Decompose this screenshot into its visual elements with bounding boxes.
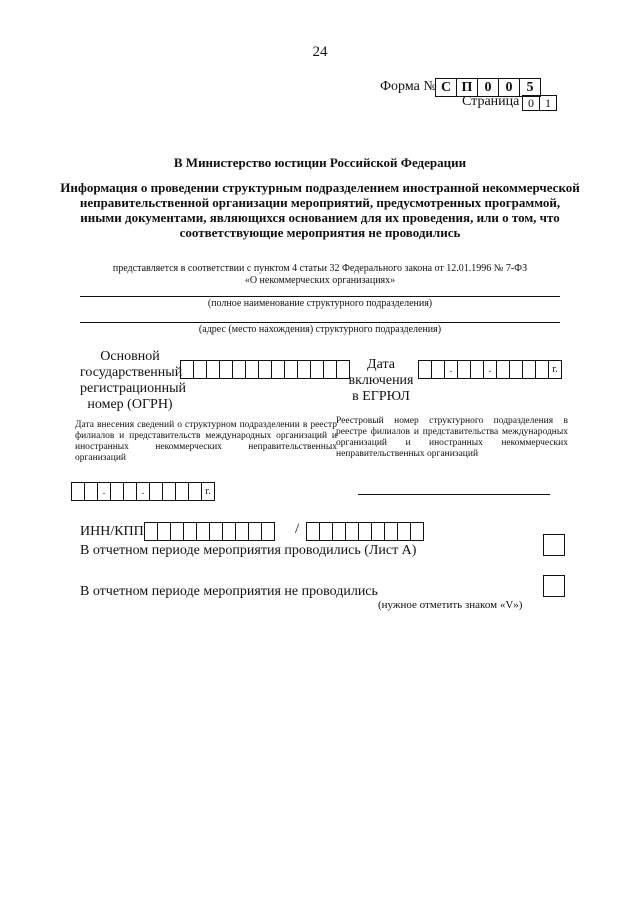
ogrn-cell[interactable] <box>232 360 246 379</box>
date-cell[interactable] <box>110 482 124 501</box>
date-cell[interactable] <box>84 482 98 501</box>
legal-basis-line-1: представляется в соответствии с пунктом 4 статьи 32 Федерального закона от 12.01.1996 № 7-ФЗ <box>112 263 528 274</box>
inn-cell[interactable] <box>157 522 171 541</box>
entry-date-note: Дата внесения сведений о структурном подразделении в реестр филиалов и представительств международных организаций и иностранных некоммерческих неправительственных организаций <box>75 420 337 463</box>
ogrn-cell[interactable] <box>310 360 324 379</box>
date-cell[interactable] <box>123 482 137 501</box>
page-cells <box>523 95 557 111</box>
date-cell[interactable] <box>162 482 176 501</box>
document-title: Информация о проведении структурным подразделением иностранной некоммерческой неправительственной организации мероприятий, предусмотренных программой, иными документами, являющихся основанием для их проведения, или о том, что соответствующие мероприятия не проводились <box>60 180 580 240</box>
date-cell[interactable] <box>71 482 85 501</box>
checkbox-hint: (нужное отметить знаком «V») <box>378 599 523 611</box>
inn-cell[interactable] <box>183 522 197 541</box>
ogrn-cell[interactable] <box>245 360 259 379</box>
ogrn-cell[interactable] <box>258 360 272 379</box>
date-year-suffix-cell: г. <box>548 360 562 379</box>
date-cell[interactable] <box>522 360 536 379</box>
date-cell[interactable] <box>496 360 510 379</box>
form-number-label: Форма № <box>380 79 437 94</box>
events-held-checkbox[interactable] <box>543 534 565 556</box>
form-code-cell: 5 <box>519 78 541 97</box>
form-code-cell: 0 <box>477 78 499 97</box>
inn-cell[interactable] <box>170 522 184 541</box>
page-number: 24 <box>312 44 328 60</box>
ogrn-cell[interactable] <box>180 360 194 379</box>
date-separator-cell: . <box>483 360 497 379</box>
ministry-heading: В Министерство юстиции Российской Федерации <box>173 155 467 170</box>
form-code-cell: С <box>435 78 457 97</box>
date-cell[interactable] <box>470 360 484 379</box>
kpp-cell[interactable] <box>319 522 333 541</box>
inn-cells[interactable] <box>145 522 275 541</box>
name-field-line[interactable] <box>80 296 560 297</box>
kpp-cell[interactable] <box>358 522 372 541</box>
events-held-label: В отчетном периоде мероприятия проводились (Лист А) <box>80 543 417 558</box>
registry-number-line[interactable] <box>358 494 550 495</box>
date-separator-cell: . <box>444 360 458 379</box>
inn-cell[interactable] <box>235 522 249 541</box>
inn-cell[interactable] <box>248 522 262 541</box>
egrul-date-cells[interactable] <box>419 360 562 379</box>
kpp-cell[interactable] <box>410 522 424 541</box>
address-field-line[interactable] <box>80 322 560 323</box>
kpp-cell[interactable] <box>384 522 398 541</box>
ogrn-cell[interactable] <box>284 360 298 379</box>
inn-cell[interactable] <box>261 522 275 541</box>
inn-cell[interactable] <box>209 522 223 541</box>
inn-kpp-separator: / <box>295 521 300 537</box>
date-cell[interactable] <box>535 360 549 379</box>
egrul-date-label: Дата включения в ЕГРЮЛ <box>348 357 414 404</box>
legal-basis <box>60 263 580 287</box>
ogrn-cell[interactable] <box>323 360 337 379</box>
inn-cell[interactable] <box>196 522 210 541</box>
date-separator-cell: . <box>97 482 111 501</box>
date-cell[interactable] <box>149 482 163 501</box>
address-field-caption: (адрес (место нахождения) структурного подразделения) <box>198 324 442 335</box>
kpp-cell[interactable] <box>306 522 320 541</box>
date-cell[interactable] <box>431 360 445 379</box>
ogrn-cell[interactable] <box>193 360 207 379</box>
ogrn-label: Основной государственный регистрационный номер (ОГРН) <box>80 349 187 412</box>
kpp-cell[interactable] <box>345 522 359 541</box>
page-cell: 0 <box>522 95 540 111</box>
form-code-cell: 0 <box>498 78 520 97</box>
date-year-suffix-cell: г. <box>201 482 215 501</box>
registry-entry-date-cells[interactable] <box>72 482 215 501</box>
events-not-held-label: В отчетном периоде мероприятия не проводились <box>80 584 378 599</box>
page-label: Страница <box>462 94 520 109</box>
ogrn-cell[interactable] <box>219 360 233 379</box>
name-field-caption: (полное наименование структурного подразделения) <box>207 298 433 309</box>
ogrn-cells[interactable] <box>181 360 350 379</box>
page-cell: 1 <box>539 95 557 111</box>
registry-number-note: Реестровый номер структурного подразделения в реестре филиалов и представительства международных организаций и иностранных некоммерческих неправительственных организаций <box>336 416 568 459</box>
date-cell[interactable] <box>418 360 432 379</box>
form-code-cell: П <box>456 78 478 97</box>
date-separator-cell: . <box>136 482 150 501</box>
inn-kpp-label: ИНН/КПП <box>80 524 144 539</box>
date-cell[interactable] <box>175 482 189 501</box>
kpp-cell[interactable] <box>371 522 385 541</box>
inn-cell[interactable] <box>144 522 158 541</box>
ogrn-cell[interactable] <box>297 360 311 379</box>
date-cell[interactable] <box>457 360 471 379</box>
date-cell[interactable] <box>509 360 523 379</box>
kpp-cells[interactable] <box>307 522 424 541</box>
kpp-cell[interactable] <box>332 522 346 541</box>
legal-basis-line-2: «О некоммерческих организациях» <box>244 275 396 286</box>
inn-cell[interactable] <box>222 522 236 541</box>
ogrn-cell[interactable] <box>271 360 285 379</box>
events-not-held-checkbox[interactable] <box>543 575 565 597</box>
ogrn-cell[interactable] <box>206 360 220 379</box>
kpp-cell[interactable] <box>397 522 411 541</box>
date-cell[interactable] <box>188 482 202 501</box>
